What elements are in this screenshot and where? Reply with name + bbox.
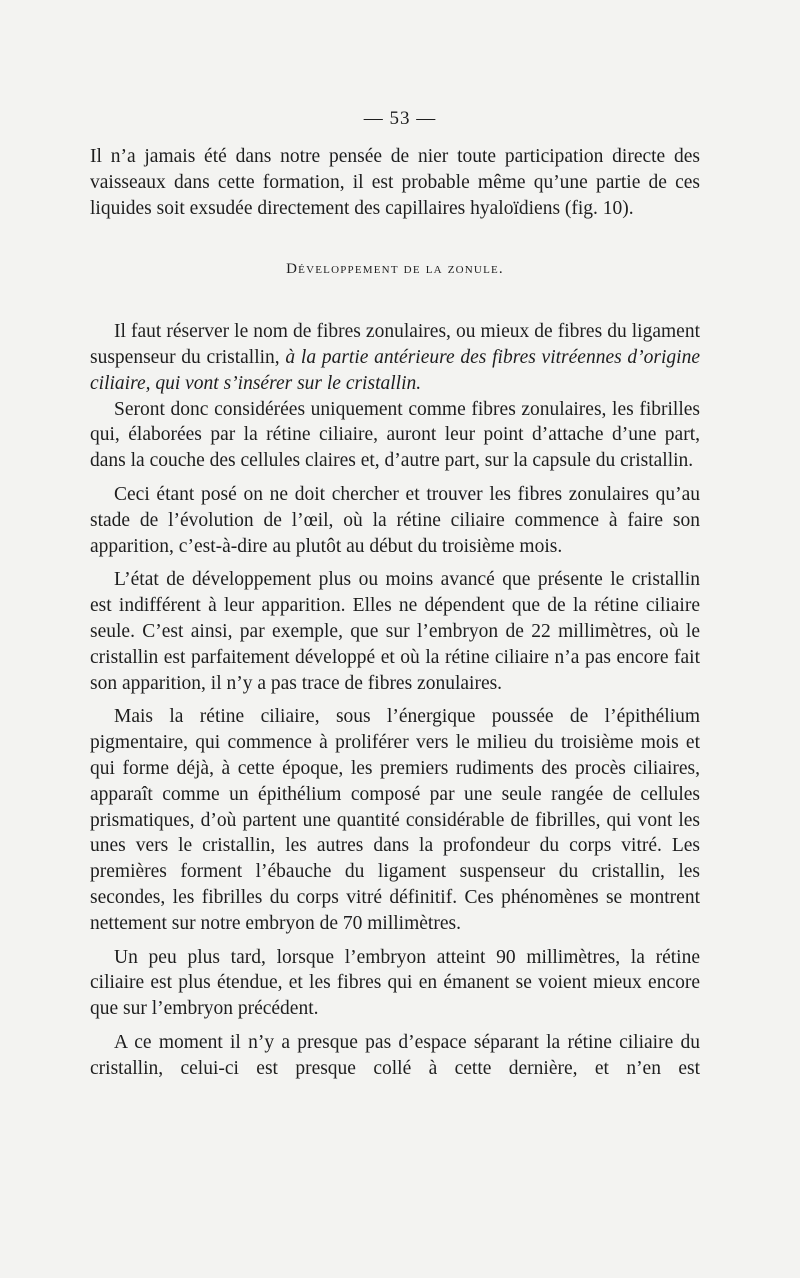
paragraph: Il n’a jamais été dans notre pensée de nier toute participation directe des vaisseaux dans cette formation, il est probable même qu’une partie de ces liquides soit exsudée directement des capillaires hyaloïdiens (fig. 10). xyxy=(90,146,700,219)
paragraph: Mais la rétine ciliaire, sous l’énergique poussée de l’épithélium pigmentaire, qui commence à proliférer vers le milieu du troisième mois et qui forme déjà, à cette époque, les premiers rudiments des procès ciliaires, apparaît comme un épithélium composé par une seule rangée de cellules prismatiques, d’où partent une quantité considérable de fibrilles, qui vont les unes vers le cristallin, les autres dans la profondeur du corps vitré. Les premières forment l’ébauche du ligament suspenseur du cristallin, les secondes, les fibrilles du corps vitré définitif. Ces phénomènes se montrent nettement sur notre embryon de 70 millimètres. xyxy=(90,706,700,934)
paragraph xyxy=(90,319,700,396)
paragraph: L’état de développement plus ou moins avancé que présente le cristallin est indifférent à leur apparition. Elles ne dépendent que de la rétine ciliaire seule. C’est ainsi, par exemple, que sur l’embryon de 22 millimètres, où le cristallin est parfaitement développé et où la rétine ciliaire n’a pas encore fait son apparition, il n’y a pas trace de fibres zonulaires. xyxy=(90,569,700,694)
paragraph: Seront donc considérées uniquement comme fibres zonulaires, les fibrilles qui, élaborées par la rétine ciliaire, auront leur point d’attache d’une part, dans la couche des cellules claires et, d’autre part, sur la capsule du cristallin. xyxy=(90,398,700,472)
paragraph: Ceci étant posé on ne doit chercher et trouver les fibres zonulaires qu’au stade de l’évolution de l’œil, où la rétine ciliaire commence à faire son apparition, c’est-à-dire au plutôt au début du troisième mois. xyxy=(90,483,700,557)
page-number: — 53 — xyxy=(363,108,437,129)
paragraph-text: Il faut réserver le nom de fibres zonulaires, ou mieux de fibres du ligament suspenseur du cristallin, xyxy=(90,321,700,368)
paragraph: Un peu plus tard, lorsque l’embryon atteint 90 millimètres, la rétine ciliaire est plus étendue, et les fibres qui en émanent se voient mieux encore que sur l’embryon précédent. xyxy=(90,946,700,1020)
section-heading: Développement de la zonule. xyxy=(286,261,504,278)
paragraph: A ce moment il n’y a presque pas d’espace séparant la rétine ciliaire du cristallin, celui-ci est presque collé à cette dernière, et n’en est xyxy=(90,1031,700,1079)
body-text xyxy=(90,144,700,1082)
paragraph-italic-text: à la partie antérieure des fibres vitréennes d’origine ciliaire, qui vont s’insérer sur le cristallin. xyxy=(90,346,701,394)
